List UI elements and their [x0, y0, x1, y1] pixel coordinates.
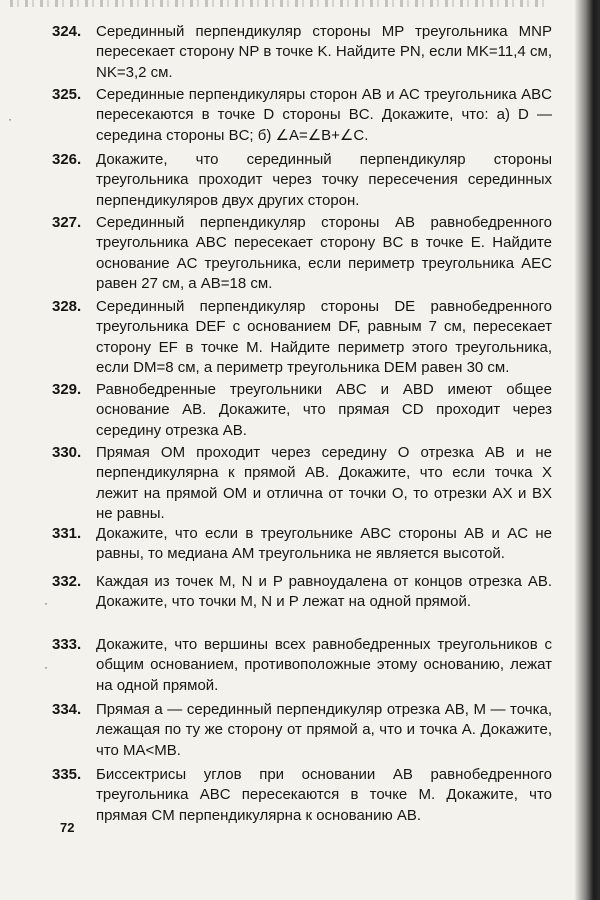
problem-number: 326. — [52, 151, 82, 168]
problem-text: Докажите, что если в треугольнике ABC стороны AB и AC не равны, то медиана AM треугольника не является высотой. — [96, 525, 552, 563]
problem-number: 325. — [52, 86, 82, 103]
problem-text: Докажите, что вершины всех равнобедренных треугольников с общим основанием, противоположные этому основанию, лежат на одной прямой. — [96, 636, 552, 694]
problem-number: 327. — [52, 214, 82, 231]
page-number: 72 — [60, 820, 75, 835]
problem-text: Биссектрисы углов при основании AB равнобедренного треугольника ABC пересекаются в точке M. Докажите, что прямая CM перпендикулярна к основанию AB. — [96, 766, 552, 824]
problem-334 — [52, 700, 552, 761]
problem-number: 332. — [52, 573, 82, 590]
problem-329 — [52, 380, 552, 441]
problem-text: Прямая OM проходит через середину O отрезка AB и не перпендикулярна к прямой AB. Докажите, что если точка X лежит на прямой OM и отлична от точки O, то отрезки AX и BX не равны. — [96, 444, 552, 522]
problem-text: Прямая a — серединный перпендикуляр отрезка AB, M — точка, лежащая по ту же сторону от прямой a, что и точка A. Докажите, что MA<MB. — [96, 701, 552, 759]
problem-number: 330. — [52, 444, 82, 461]
problem-text: Докажите, что серединный перпендикуляр стороны треугольника проходит через точку пересечения серединных перпендикуляров двух других сторон. — [96, 151, 552, 209]
problem-text: Равнобедренные треугольники ABC и ABD имеют общее основание AB. Докажите, что прямая CD проходит через середину отрезка AB. — [96, 381, 552, 439]
problem-335 — [52, 765, 552, 826]
problem-330 — [52, 443, 552, 524]
problem-text: Серединный перпендикуляр стороны MP треугольника MNP пересекает сторону NP в точке K. Найдите PN, если MK=11,4 см, NK=3,2 см. — [96, 23, 552, 81]
problem-number: 335. — [52, 766, 82, 783]
problem-328 — [52, 297, 552, 378]
problem-number: 329. — [52, 381, 82, 398]
page-edge-shadow — [574, 0, 600, 900]
problem-327 — [52, 213, 552, 294]
problem-number: 324. — [52, 23, 82, 40]
problem-number: 328. — [52, 298, 82, 315]
problem-332 — [52, 572, 552, 613]
scan-speck: · — [44, 596, 48, 610]
problem-326 — [52, 150, 552, 211]
problem-text: Каждая из точек M, N и P равноудалена от концов отрезка AB. Докажите, что точки M, N и P лежат на одной прямой. — [96, 573, 552, 611]
problem-324 — [52, 22, 552, 83]
scan-artifact-top — [10, 0, 550, 7]
problem-number: 333. — [52, 636, 82, 653]
problem-number: 334. — [52, 701, 82, 718]
problem-text: Серединные перпендикуляры сторон AB и AC треугольника ABC пересекаются в точке D стороны BC. Докажите, что: а) D — середина стороны BC; б) ∠A=∠B+∠C. — [96, 86, 552, 144]
problem-331 — [52, 524, 552, 565]
problem-number: 331. — [52, 525, 82, 542]
problem-text: Серединный перпендикуляр стороны AB равнобедренного треугольника ABC пересекает сторону BC в точке E. Найдите основание AC треугольника, если периметр треугольника AEC равен 27 см, а AB=18 см. — [96, 214, 552, 292]
problem-333 — [52, 635, 552, 696]
scan-speck: · — [8, 112, 12, 126]
scan-speck: · — [44, 660, 48, 674]
problem-text: Серединный перпендикуляр стороны DE равнобедренного треугольника DEF с основанием DF, равным 7 см, пересекает сторону EF в точке M. Найдите периметр этого треугольника, если DM=8 см, а периметр треугольника DEM равен 30 см. — [96, 298, 552, 376]
problem-325 — [52, 85, 552, 146]
